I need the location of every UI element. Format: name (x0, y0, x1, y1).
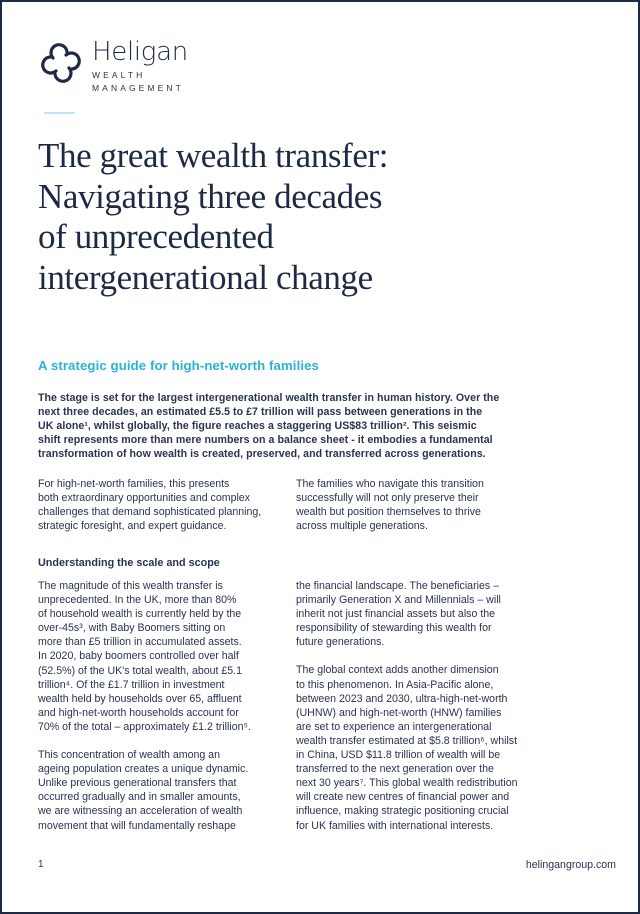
text-line: 70% of the total – approximately £1.2 trillion⁵. (38, 720, 251, 733)
text-line: Unlike previous generational transfers that (38, 777, 237, 790)
text-line: inherit not just financial assets but also the (296, 608, 496, 621)
lead-line: transformation of how wealth is created, preserved, and transferred across generations. (38, 448, 486, 461)
lead-paragraph (38, 391, 618, 461)
text-line: for UK families with international interests. (296, 819, 494, 832)
accent-divider (44, 112, 75, 114)
text-line: occurred gradually and in smaller amounts, (38, 791, 241, 804)
text-line: responsibility of stewarding this wealth for (296, 622, 492, 635)
body-left-column (38, 579, 290, 847)
brand-name: Heligan (92, 37, 188, 67)
text-line: unprecedented. In the UK, more than 80% (38, 594, 237, 607)
brand-subline-2: MANAGEMENT (92, 83, 184, 93)
text-line: wealth held by households over 65, affluent (38, 692, 242, 705)
paragraph (38, 579, 290, 734)
title-line: of unprecedented (38, 217, 274, 256)
text-line: wealth transfer estimated at $5.8 trillion⁶, whilst (296, 734, 518, 747)
text-line: The families who navigate this transition (296, 478, 484, 490)
text-line: The magnitude of this wealth transfer is (38, 580, 223, 592)
title-line: The great wealth transfer: (38, 136, 389, 175)
text-line: will create new centres of financial power and (296, 791, 510, 804)
lead-line: shift represents more than mere numbers on a balance sheet - it embodies a fundamental (38, 434, 493, 447)
section-heading: Understanding the scale and scope (38, 557, 220, 569)
paragraph (38, 748, 290, 833)
text-line: future generations. (296, 636, 385, 649)
text-line: (52.5%) of the UK's total wealth, about £5.1 (38, 664, 243, 677)
lead-line: The stage is set for the largest intergenerational wealth transfer in human history. Over the (38, 392, 500, 404)
text-line: The global context adds another dimension (296, 664, 499, 677)
brand-logo (38, 38, 188, 94)
text-line: we are witnessing an acceleration of wealth (38, 805, 243, 818)
paragraph (296, 579, 552, 649)
text-line: across multiple generations. (296, 520, 428, 533)
text-line: more than £5 trillion in accumulated assets. (38, 636, 242, 649)
text-line: the financial landscape. The beneficiaries – (296, 580, 499, 592)
interlocking-arcs-logo-icon (38, 40, 84, 86)
text-line: over-45s³, with Baby Boomers sitting on (38, 622, 226, 635)
text-line: In 2020, baby boomers controlled over half (38, 650, 239, 663)
text-line: movement that will fundamentally reshape (38, 819, 236, 832)
text-line: influence, making strategic positioning crucial (296, 805, 509, 818)
footer-website-link[interactable]: helingangroup.com (525, 859, 616, 871)
text-line: next 30 years⁷. This global wealth redistribution (296, 777, 518, 790)
text-line: For high-net-worth families, this presents (38, 478, 230, 490)
paragraph (296, 663, 552, 832)
intro-left-paragraph (38, 477, 288, 533)
lead-line: UK alone¹, whilst globally, the figure reaches a staggering US$83 trillion². This seismic (38, 420, 477, 433)
text-line: wealth but position themselves to thrive (296, 506, 481, 519)
text-line: strategic foresight, and expert guidance. (38, 520, 227, 533)
text-line: transferred to the next generation over the (296, 763, 494, 776)
text-line: challenges that demand sophisticated planning, (38, 506, 262, 519)
intro-right-paragraph (296, 477, 546, 533)
text-line: between 2023 and 2030, ultra-high-net-worth (296, 692, 508, 705)
text-line: primarily Generation X and Millennials – will (296, 594, 501, 607)
lead-line: next three decades, an estimated £5.5 to £7 trillion will pass between generations in the (38, 406, 483, 419)
body-right-column (296, 579, 552, 847)
text-line: successfully will not only preserve their (296, 492, 479, 505)
text-line: of household wealth is currently held by the (38, 608, 242, 621)
title-line: intergenerational change (38, 257, 373, 297)
brand-subline-1: WEALTH (92, 70, 146, 80)
text-line: ageing population creates a unique dynamic. (38, 763, 249, 776)
text-line: trillion⁴. Of the £1.7 trillion in investment (38, 678, 225, 691)
page-subtitle: A strategic guide for high-net-worth families (38, 358, 319, 373)
text-line: (UHNW) and high-net-worth (HNW) families (296, 706, 502, 719)
text-line: in China, USD $11.8 trillion of wealth will be (296, 749, 501, 762)
text-line: are set to experience an intergenerational (296, 720, 492, 733)
page-number: 1 (38, 859, 44, 870)
text-line: both extraordinary opportunities and complex (38, 492, 250, 505)
text-line: This concentration of wealth among an (38, 749, 220, 762)
text-line: and high-net-worth households account for (38, 706, 239, 719)
text-line: to this phenomenon. In Asia-Pacific alone, (296, 678, 494, 691)
page-title (38, 136, 458, 298)
title-line: Navigating three decades (38, 176, 383, 216)
